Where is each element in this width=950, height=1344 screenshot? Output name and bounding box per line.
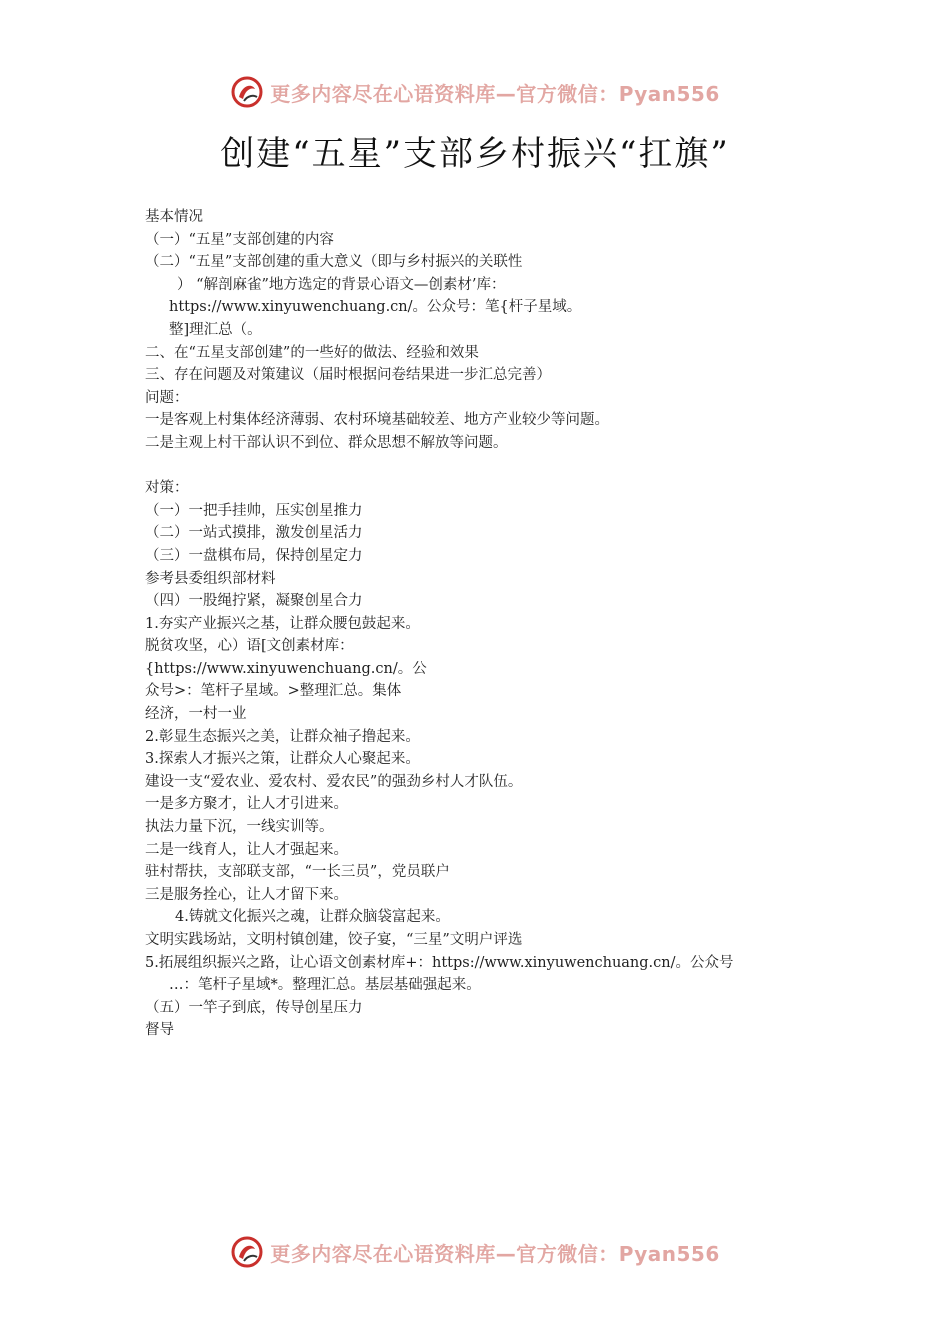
- text-line: 一是客观上村集体经济薄弱、农村环境基础较差、地方产业较少等问题。: [145, 412, 609, 429]
- text-line: 经济，一村一业: [145, 706, 247, 723]
- text-line: 二、在“五星支部创建”的一些好的做法、经验和效果: [145, 344, 479, 361]
- text-line: （二）一站式摸排，激发创星活力: [145, 525, 363, 542]
- text-line: （一）一把手挂帅，压实创星推力: [145, 502, 363, 519]
- text-line: （五）一竿子到底，传导创星压力: [145, 999, 363, 1016]
- page-title: 创建“五星”支部乡村振兴“扛旗”: [220, 134, 730, 174]
- text-line: 2.彰显生态振兴之美，让群众袖子撸起来。: [145, 728, 420, 745]
- text-line: 一是多方聚才，让人才引进来。: [145, 796, 348, 813]
- text-line: …：笔杆子星域*。整理汇总。基层基础强起来。: [169, 977, 481, 994]
- footer-watermark-banner: [0, 1232, 950, 1272]
- text-line: 驻村帮扶，支部联支部，“一长三员”，党员联户: [145, 864, 450, 881]
- text-line: https://www.xinyuwenchuang.cn/。公众号：笔{杆子星域。: [169, 299, 582, 316]
- red-swirl-logo-icon: [230, 75, 264, 109]
- text-line: 文明实践场站，文明村镇创建，饺子宴，“三星”文明户评选: [145, 932, 523, 948]
- text-line: 建设一支“爱农业、爱农村、爱农民”的强劲乡村人才队伍。: [145, 773, 523, 790]
- text-line: 4.铸就文化振兴之魂，让群众脑袋富起来。: [175, 909, 450, 926]
- text-line: 督导: [145, 1022, 174, 1039]
- text-line: （二）“五星”支部创建的重大意义（即与乡村振兴的关联性: [145, 254, 523, 271]
- red-swirl-logo-icon: [230, 1235, 264, 1269]
- text-line: 众号>：笔杆子星域。>整理汇总。集体: [145, 683, 402, 700]
- text-line: {https://www.xinyuwenchuang.cn/。公: [145, 660, 427, 677]
- text-line: ） “解剖麻雀”地方选定的背景心语文—创素材’库：: [177, 276, 506, 293]
- banner-text: 更多内容尽在心语资料库—官方微信：Pyan556: [270, 81, 720, 106]
- text-line: 3.探索人才振兴之策，让群众人心聚起来。: [145, 751, 420, 768]
- document-body: [145, 206, 865, 1042]
- header-watermark-banner: [0, 72, 950, 112]
- text-line: 对策：: [145, 480, 189, 497]
- blank-line: [145, 455, 865, 478]
- text-line: 5.拓展组织振兴之路，让心语文创素材库+：https://www.xinyuwenchuang.cn/。公众号: [145, 954, 734, 971]
- text-line: 执法力量下沉，一线实训等。: [145, 819, 334, 836]
- text-line: 整]理汇总（。: [169, 321, 262, 338]
- text-line: 三、存在问题及对策建议（届时根据问卷结果进一步汇总完善）: [145, 367, 551, 384]
- text-line: 参考县委组织部材料: [145, 570, 276, 587]
- text-line: （三）一盘棋布局，保持创星定力: [145, 547, 363, 564]
- text-line: 问题：: [145, 389, 189, 406]
- text-line: （四）一股绳拧紧，凝聚创星合力: [145, 593, 363, 610]
- text-line: 二是主观上村干部认识不到位、群众思想不解放等问题。: [145, 434, 508, 451]
- text-line: 1.夯实产业振兴之基，让群众腰包鼓起来。: [145, 615, 420, 632]
- text-line: 基本情况: [145, 209, 203, 225]
- banner-text: 更多内容尽在心语资料库—官方微信：Pyan556: [270, 1241, 720, 1266]
- text-line: 脱贫攻坚，心）语[文创素材库：: [145, 638, 354, 655]
- text-line: （一）“五星”支部创建的内容: [145, 231, 334, 248]
- text-line: 三是服务拴心，让人才留下来。: [145, 886, 348, 903]
- text-line: 二是一线育人，让人才强起来。: [145, 841, 348, 858]
